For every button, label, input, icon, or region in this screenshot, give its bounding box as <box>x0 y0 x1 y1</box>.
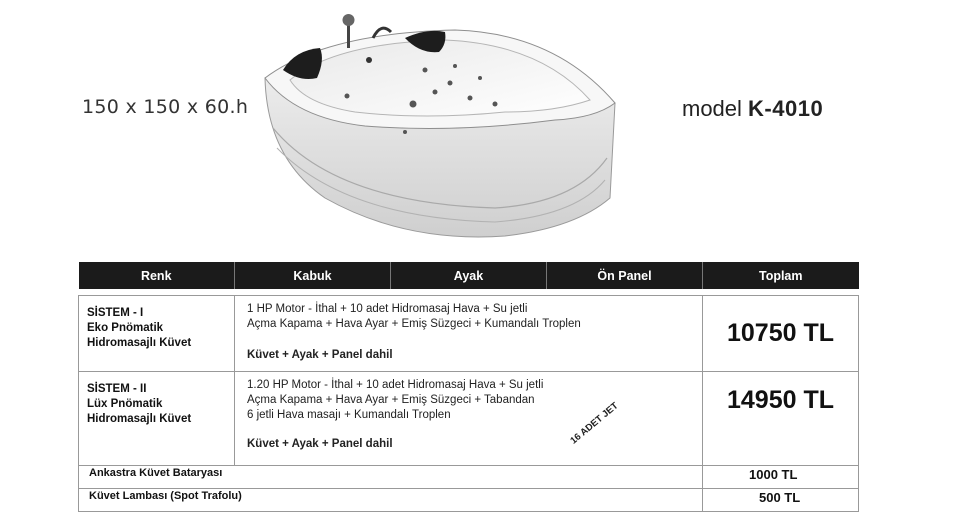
system-2-price: 14950 TL <box>703 371 859 465</box>
system-2-type: Hidromasajlı Küvet <box>87 412 192 425</box>
header-ayak: Ayak <box>391 262 547 289</box>
system-2-description <box>235 371 703 465</box>
extra-faucet-label: Ankastra Küvet Bataryası <box>79 465 703 488</box>
header-renk: Renk <box>79 262 235 289</box>
extra-lamp-label: Küvet Lambası (Spot Trafolu) <box>79 488 703 511</box>
jet-count-stamp: 16 ADET JET <box>568 399 621 447</box>
model-code: K-4010 <box>748 96 824 121</box>
table-header-row <box>79 262 859 289</box>
model-prefix: model <box>682 96 742 121</box>
extra-faucet-price: 1000 TL <box>703 465 859 488</box>
system-1-desc-line: 1 HP Motor - İthal + 10 adet Hidromasaj Hava + Su jetli <box>247 302 528 315</box>
header-on-panel: Ön Panel <box>547 262 703 289</box>
system-2-desc-line: 1.20 HP Motor - İthal + 10 adet Hidromasaj Hava + Su jetli <box>247 378 544 391</box>
extra-row-faucet <box>79 465 859 488</box>
system-1-name <box>79 295 235 371</box>
model-label <box>682 96 823 122</box>
system-2-title: SİSTEM - II <box>87 382 147 395</box>
system-2-subtitle: Lüx Pnömatik <box>87 397 163 410</box>
system-1-subtitle: Eko Pnömatik <box>87 321 164 334</box>
system-1-price: 10750 TL <box>703 295 859 371</box>
header-toplam: Toplam <box>703 262 859 289</box>
system-2-desc-line: Açma Kapama + Hava Ayar + Emiş Süzgeci + Tabandan <box>247 393 535 406</box>
dimensions-text: 150 x 150 x 60.h <box>82 96 249 118</box>
system-1-included: Küvet + Ayak + Panel dahil <box>247 348 393 361</box>
system-2-desc-line: 6 jetli Hava masajı + Kumandalı Troplen <box>247 408 451 421</box>
system-1-type: Hidromasajlı Küvet <box>87 336 192 349</box>
system-1-title: SİSTEM - I <box>87 306 144 319</box>
corner-bathtub-image <box>255 8 635 248</box>
system-1-description <box>235 295 703 371</box>
system-1-row <box>79 295 859 371</box>
system-2-row <box>79 371 859 465</box>
system-2-included: Küvet + Ayak + Panel dahil <box>247 437 393 450</box>
extra-row-lamp <box>79 488 859 511</box>
header-kabuk: Kabuk <box>235 262 391 289</box>
price-table <box>78 262 859 512</box>
system-2-name <box>79 371 235 465</box>
system-1-desc-line: Açma Kapama + Hava Ayar + Emiş Süzgeci + Kumandalı Troplen <box>247 317 581 330</box>
extra-lamp-price: 500 TL <box>703 488 859 511</box>
